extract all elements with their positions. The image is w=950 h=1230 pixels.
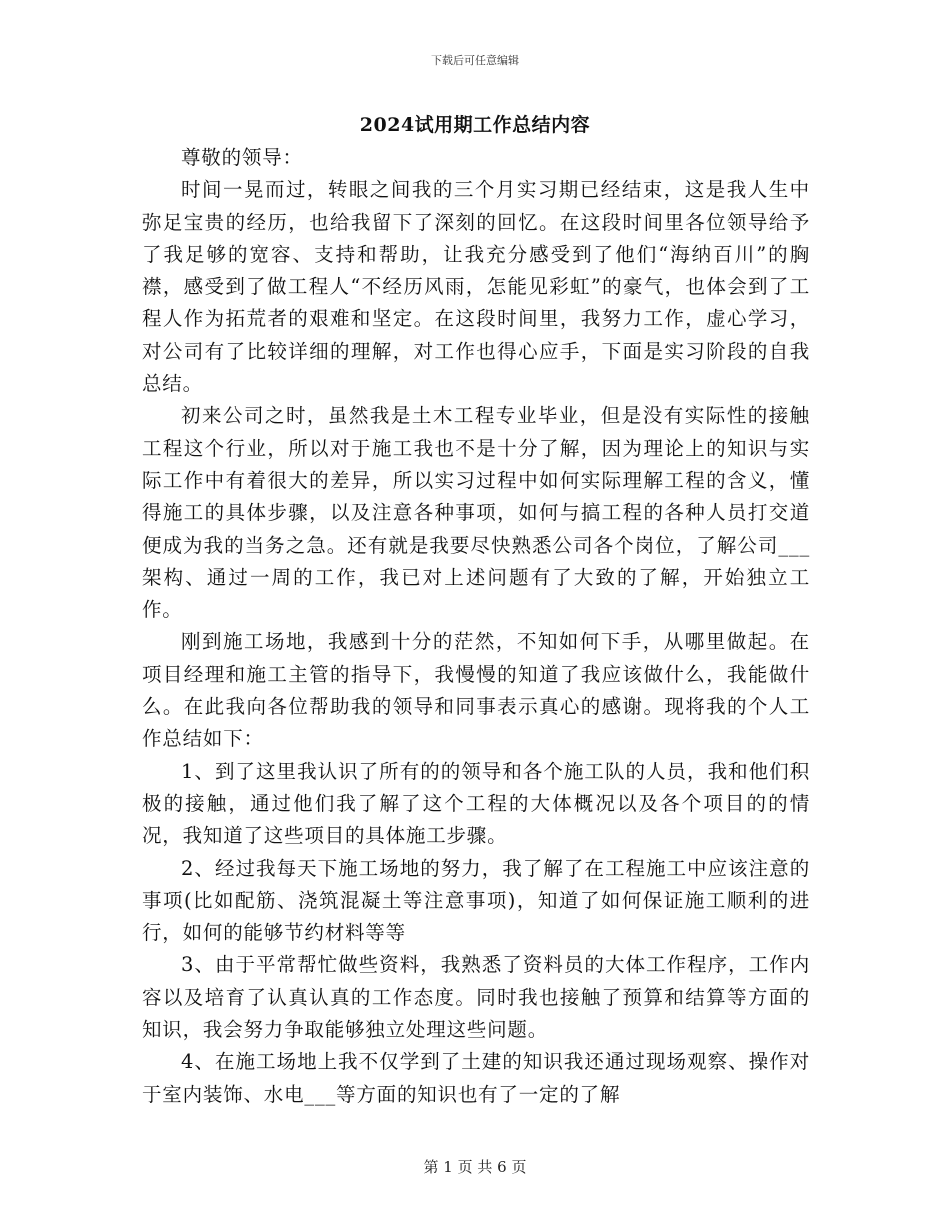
list-item-2: 2、经过我每天下施工场地的努力，我了解了在工程施工中应该注意的事项(比如配筋、浇筑混凝土等注意事项)，知道了如何保证施工顺利的进行，如何的能够节约材料等等 xyxy=(142,856,810,945)
paragraph-arrival: 初来公司之时，虽然我是土木工程专业毕业，但是没有实际性的接触工程这个行业，所以对于施工我也不是十分了解，因为理论上的知识与实际工作中有着很大的差异，所以实习过程中如何实际理解工程的含义，懂得施工的具体步骤，以及注意各种事项，如何与搞工程的各种人员打交道便成为我的当务之急。还有就是我要尽快熟悉公司各个岗位，了解公司___架构、通过一周的工作，我已对上述问题有了大致的了解，开始独立工作。 xyxy=(142,404,810,622)
header-note: 下载后可任意编辑 xyxy=(431,54,519,67)
paragraph-intro: 时间一晃而过，转眼之间我的三个月实习期已经结束，这是我人生中弥足宝贵的经历，也给我留下了深刻的回忆。在这段时间里各位领导给予了我足够的宽容、支持和帮助，让我充分感受到了他们“海纳百川”的胸襟，感受到了做工程人“不经历风雨，怎能见彩虹”的豪气，也体会到了工程人作为拓荒者的艰难和坚定。在这段时间里，我努力工作，虚心学习，对公司有了比较详细的理解，对工作也得心应手，下面是实习阶段的自我总结。 xyxy=(142,178,810,396)
list-item-4: 4、在施工场地上我不仅学到了土建的知识我还通过现场观察、操作对于室内装饰、水电___等方面的知识也有了一定的了解 xyxy=(142,1050,810,1106)
paragraph-site: 刚到施工场地，我感到十分的茫然，不知如何下手，从哪里做起。在项目经理和施工主管的指导下，我慢慢的知道了我应该做什么，我能做什么。在此我向各位帮助我的领导和同事表示真心的感谢。现将我的个人工作总结如下： xyxy=(142,630,810,751)
list-item-3: 3、由于平常帮忙做些资料，我熟悉了资料员的大体工作程序，工作内容以及培育了认真认真的工作态度。同时我也接触了预算和结算等方面的知识，我会努力争取能够独立处理这些问题。 xyxy=(142,953,810,1042)
list-item-1: 1、到了这里我认识了所有的的领导和各个施工队的人员，我和他们积极的接触，通过他们我了解了这个工程的大体概况以及各个项目的的情况，我知道了这些项目的具体施工步骤。 xyxy=(142,759,810,848)
page-footer: 第 1 页 共 6 页 xyxy=(423,1158,527,1176)
salutation: 尊敬的领导： xyxy=(181,146,303,169)
document-title: 2024试用期工作总结内容 xyxy=(359,114,591,136)
document-body xyxy=(142,142,810,1111)
